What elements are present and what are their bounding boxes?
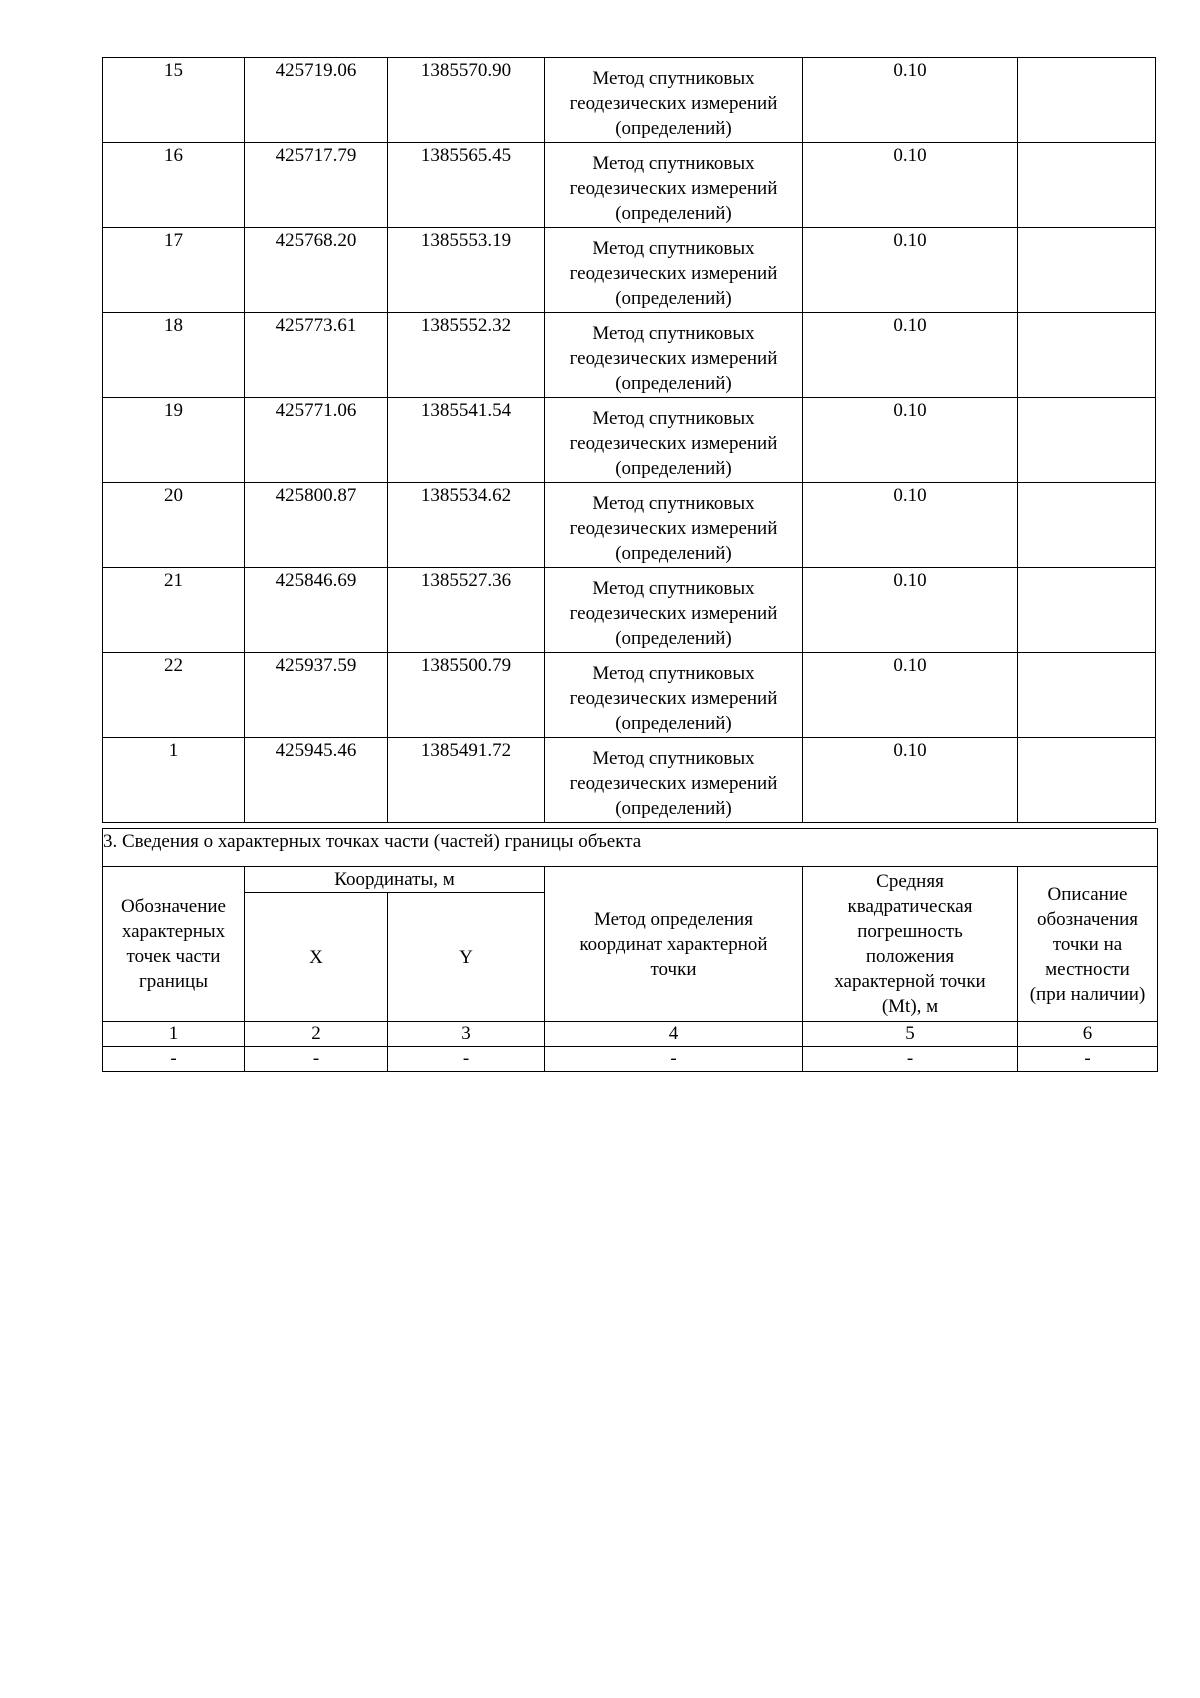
column-number: 1 — [103, 1022, 245, 1047]
point-row — [103, 313, 1156, 398]
method-cell — [545, 568, 803, 653]
description-cell — [1018, 568, 1156, 653]
method-line: геодезических измерений — [569, 688, 778, 709]
point-row — [103, 143, 1156, 228]
header-description-line: точки на — [1052, 933, 1123, 955]
empty-cell: - — [1018, 1047, 1158, 1072]
method-line: Метод спутниковых — [592, 323, 755, 344]
x-coordinate-cell: 425773.61 — [245, 313, 388, 398]
point-number-cell: 16 — [103, 143, 245, 228]
header-description — [1018, 867, 1158, 1022]
header-description-line: обозначения — [1036, 908, 1139, 930]
mt-cell: 0.10 — [803, 143, 1018, 228]
header-method-line: Метод определения — [594, 908, 753, 930]
column-number: 2 — [245, 1022, 388, 1047]
method-line: геодезических измерений — [569, 518, 778, 539]
header-method-line: точки — [650, 958, 697, 980]
header-error-line: квадратическая — [847, 896, 973, 917]
x-coordinate-cell: 425937.59 — [245, 653, 388, 738]
column-number: 4 — [545, 1022, 803, 1047]
method-line: Метод спутниковых — [592, 408, 755, 429]
header-x: X — [245, 893, 388, 1022]
mt-cell: 0.10 — [803, 58, 1018, 143]
header-designation — [103, 867, 245, 1022]
description-cell — [1018, 313, 1156, 398]
x-coordinate-cell: 425771.06 — [245, 398, 388, 483]
empty-cell: - — [245, 1047, 388, 1072]
header-description-line: (при наличии) — [1029, 983, 1146, 1005]
point-row — [103, 568, 1156, 653]
point-number-cell: 21 — [103, 568, 245, 653]
x-coordinate-cell: 425768.20 — [245, 228, 388, 313]
method-line: Метод спутниковых — [592, 238, 755, 259]
point-number-cell: 1 — [103, 738, 245, 823]
x-coordinate-cell: 425945.46 — [245, 738, 388, 823]
method-line: (определений) — [615, 458, 732, 479]
method-line: (определений) — [615, 713, 732, 734]
y-coordinate-cell: 1385491.72 — [388, 738, 545, 823]
point-row — [103, 58, 1156, 143]
y-coordinate-cell: 1385552.32 — [388, 313, 545, 398]
header-method — [545, 867, 803, 1022]
mt-cell: 0.10 — [803, 228, 1018, 313]
method-line: геодезических измерений — [569, 603, 778, 624]
mt-cell: 0.10 — [803, 738, 1018, 823]
mt-cell: 0.10 — [803, 398, 1018, 483]
empty-cell: - — [388, 1047, 545, 1072]
method-line: Метод спутниковых — [592, 578, 755, 599]
mt-cell: 0.10 — [803, 483, 1018, 568]
description-cell — [1018, 738, 1156, 823]
point-number-cell: 20 — [103, 483, 245, 568]
method-line: геодезических измерений — [569, 433, 778, 454]
method-cell — [545, 143, 803, 228]
header-designation-line: точек части — [126, 946, 221, 967]
header-description-line: Описание — [1047, 883, 1128, 905]
mt-cell: 0.10 — [803, 568, 1018, 653]
method-cell — [545, 483, 803, 568]
method-line: геодезических измерений — [569, 348, 778, 369]
method-cell — [545, 653, 803, 738]
x-coordinate-cell: 425717.79 — [245, 143, 388, 228]
column-number-row — [103, 1022, 1158, 1047]
method-line: Метод спутниковых — [592, 493, 755, 514]
column-number: 5 — [803, 1022, 1018, 1047]
method-line: (определений) — [615, 798, 732, 819]
header-error-line: положения — [865, 946, 955, 967]
method-line: (определений) — [615, 373, 732, 394]
boundary-points-table — [102, 57, 1156, 823]
point-number-cell: 19 — [103, 398, 245, 483]
point-row — [103, 228, 1156, 313]
description-cell — [1018, 143, 1156, 228]
point-number-cell: 18 — [103, 313, 245, 398]
description-cell — [1018, 483, 1156, 568]
empty-cell: - — [545, 1047, 803, 1072]
empty-cell: - — [803, 1047, 1018, 1072]
method-cell — [545, 738, 803, 823]
method-line: геодезических измерений — [569, 178, 778, 199]
method-cell — [545, 58, 803, 143]
header-error-line: (Mt), м — [881, 996, 939, 1017]
method-line: (определений) — [615, 288, 732, 309]
y-coordinate-cell: 1385527.36 — [388, 568, 545, 653]
header-designation-line: характерных — [121, 921, 226, 942]
x-coordinate-cell: 425800.87 — [245, 483, 388, 568]
header-error — [803, 867, 1018, 1022]
point-number-cell: 15 — [103, 58, 245, 143]
header-y: Y — [388, 893, 545, 1022]
method-line: (определений) — [615, 543, 732, 564]
method-line: геодезических измерений — [569, 773, 778, 794]
method-cell — [545, 398, 803, 483]
mt-cell: 0.10 — [803, 653, 1018, 738]
point-number-cell: 17 — [103, 228, 245, 313]
x-coordinate-cell: 425719.06 — [245, 58, 388, 143]
point-row — [103, 483, 1156, 568]
point-number-cell: 22 — [103, 653, 245, 738]
header-error-line: Средняя — [876, 871, 944, 892]
method-line: Метод спутниковых — [592, 68, 755, 89]
empty-data-row — [103, 1047, 1158, 1072]
method-line: геодезических измерений — [569, 263, 778, 284]
description-cell — [1018, 228, 1156, 313]
y-coordinate-cell: 1385541.54 — [388, 398, 545, 483]
section-title: 3. Сведения о характерных точках части (частей) границы объекта — [103, 829, 1158, 867]
y-coordinate-cell: 1385500.79 — [388, 653, 545, 738]
description-cell — [1018, 398, 1156, 483]
header-coordinates: Координаты, м — [245, 867, 545, 893]
method-cell — [545, 228, 803, 313]
header-method-line: координат характерной — [579, 933, 768, 955]
method-line: Метод спутниковых — [592, 663, 755, 684]
method-line: Метод спутниковых — [592, 153, 755, 174]
header-description-line: местности — [1045, 958, 1130, 980]
column-number: 3 — [388, 1022, 545, 1047]
mt-cell: 0.10 — [803, 313, 1018, 398]
y-coordinate-cell: 1385553.19 — [388, 228, 545, 313]
y-coordinate-cell: 1385565.45 — [388, 143, 545, 228]
description-cell — [1018, 653, 1156, 738]
header-designation-line: границы — [139, 971, 208, 992]
method-line: Метод спутниковых — [592, 748, 755, 769]
point-row — [103, 738, 1156, 823]
method-line: (определений) — [615, 628, 732, 649]
point-row — [103, 653, 1156, 738]
column-number: 6 — [1018, 1022, 1158, 1047]
point-row — [103, 398, 1156, 483]
description-cell — [1018, 58, 1156, 143]
x-coordinate-cell: 425846.69 — [245, 568, 388, 653]
method-line: (определений) — [615, 118, 732, 139]
method-line: геодезических измерений — [569, 93, 778, 114]
method-cell — [545, 313, 803, 398]
header-error-line: характерной точки — [834, 971, 986, 992]
empty-cell: - — [103, 1047, 245, 1072]
header-designation-line: Обозначение — [121, 896, 226, 917]
part-boundary-points-table — [102, 828, 1158, 1072]
y-coordinate-cell: 1385534.62 — [388, 483, 545, 568]
header-error-line: погрешность — [857, 921, 963, 942]
method-line: (определений) — [615, 203, 732, 224]
y-coordinate-cell: 1385570.90 — [388, 58, 545, 143]
